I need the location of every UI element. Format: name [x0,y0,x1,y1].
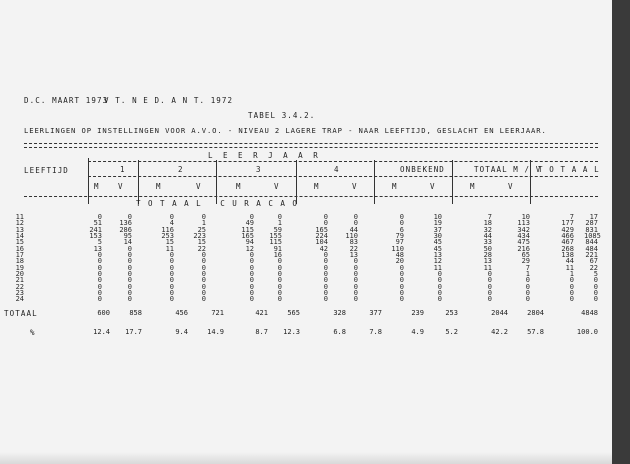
table-cell: 22 [197,244,206,253]
table-cell: 10 [433,213,442,221]
age-cell: 22 [15,282,24,291]
table-cell: 0 [437,295,442,304]
table-cell: 0 [353,295,358,304]
data-column [344,214,358,303]
section-title: T O T A A L C U R A C A O [136,199,299,208]
data-column [88,214,102,303]
table-cell: 0 [249,213,254,221]
table-cell: 0 [437,276,442,285]
table-cell: 286 [119,225,132,234]
table-cell: 25 [197,225,206,234]
separator [530,160,531,196]
table-cell: 0 [399,270,404,279]
table-cell: 484 [585,244,598,253]
table-cell: 0 [399,213,404,221]
percent-label: % [30,328,36,337]
table-cell: 0 [525,282,530,291]
table-cell: 844 [585,238,598,247]
subheader-v: V [274,182,280,191]
total-cell: 721 [211,309,224,317]
table-cell: 67 [589,257,598,266]
table-cell: 79 [395,232,404,241]
table-cell: 1 [569,270,574,279]
group-2: 2 [178,165,184,174]
table-cell: 0 [353,219,358,228]
table-cell: 0 [487,276,492,285]
table-cell: 241 [89,225,102,234]
table-cell: 4 [169,219,174,228]
separator [530,196,531,204]
table-cell: 97 [395,238,404,247]
table-cell: 0 [323,263,328,272]
age-cell: 18 [15,257,24,266]
group-totaal-mv: TOTAAL M / V [474,165,542,174]
table-cell: 11 [165,244,174,253]
subheader-v: V [430,182,436,191]
rule-top [24,143,598,144]
table-cell: 0 [127,276,132,285]
table-cell: 0 [277,263,282,272]
table-cell: 19 [433,219,442,228]
table-cell: 44 [349,225,358,234]
table-cell: 0 [399,219,404,228]
table-cell: 7 [525,263,530,272]
table-cell: 0 [593,282,598,291]
separator [216,160,217,196]
table-cell: 116 [161,225,174,234]
total-cell: 456 [175,309,188,317]
age-cell: 16 [15,244,24,253]
scanner-edge [612,0,630,464]
subheader-v: V [508,182,514,191]
table-cell: 0 [201,282,206,291]
total-cell: 253 [445,309,458,317]
table-cell: 0 [127,295,132,304]
table-cell: 0 [169,263,174,272]
table-cell: 165 [241,232,254,241]
table-cell: 0 [569,289,574,298]
age-cell: 24 [15,295,24,304]
table-cell: 221 [585,251,598,260]
table-cell: 1 [201,219,206,228]
table-cell: 17 [589,213,598,221]
table-cell: 45 [433,244,442,253]
data-column [118,214,132,303]
table-cell: 0 [97,251,102,260]
percent-cell: 100.0 [576,328,598,336]
table-cell: 0 [249,270,254,279]
separator [452,160,453,196]
table-cell: 0 [127,213,132,221]
table-cell: 83 [349,238,358,247]
page-bottom-edge [0,452,612,464]
subheader-v: V [118,182,124,191]
table-cell: 0 [97,213,102,221]
age-cell: 12 [15,219,24,228]
table-cell: 15 [165,238,174,247]
table-cell: 29 [521,257,530,266]
table-cell: 153 [89,232,102,241]
table-cell: 0 [97,263,102,272]
group-1: 1 [120,165,126,174]
table-cell: 0 [353,282,358,291]
table-cell: 0 [323,257,328,266]
table-cell: 0 [201,251,206,260]
table-cell: 0 [487,289,492,298]
age-cell: 13 [15,225,24,234]
total-cell: 377 [369,309,382,317]
table-cell: 0 [249,289,254,298]
table-cell: 1085 [584,232,601,241]
header-date: D.C. MAART 1973 [24,96,109,105]
table-cell: 13 [483,257,492,266]
total-cell: 600 [97,309,110,317]
table-cell: 94 [245,238,254,247]
data-column [428,214,442,303]
age-cell: 15 [15,238,24,247]
table-cell: 0 [525,295,530,304]
table-cell: 110 [345,232,358,241]
percent-cell: 5.2 [445,328,458,336]
rule-leerjaar [88,161,598,162]
header-source: V T. N E D. A N T. 1972 [104,96,234,105]
table-cell: 42 [319,244,328,253]
table-cell: 59 [273,225,282,234]
table-number: TABEL 3.4.2. [248,111,316,120]
table-cell: 0 [201,257,206,266]
data-column [390,214,404,303]
table-cell: 0 [437,282,442,291]
table-cell: 13 [349,251,358,260]
table-cell: 0 [323,276,328,285]
age-cell: 17 [15,251,24,260]
age-cell: 21 [15,276,24,285]
table-cell: 33 [483,238,492,247]
table-cell: 45 [433,238,442,247]
separator [88,158,89,196]
table-cell: 0 [169,257,174,266]
total-cell: 328 [333,309,346,317]
percent-cell: 17.7 [125,328,142,336]
table-cell: 15 [197,238,206,247]
subheader-m: M [470,182,476,191]
table-cell: 37 [433,225,442,234]
table-cell: 177 [561,219,574,228]
table-cell: 30 [433,232,442,241]
percent-cell: 12.3 [283,328,300,336]
table-cell: 0 [323,213,328,221]
table-cell: 12 [245,244,254,253]
group-3: 3 [256,165,262,174]
percent-cell: 14.9 [207,328,224,336]
age-cell: 19 [15,263,24,272]
table-cell: 0 [593,289,598,298]
table-cell: 0 [399,263,404,272]
table-cell: 50 [483,244,492,253]
table-cell: 0 [201,289,206,298]
table-cell: 6 [399,225,404,234]
table-cell: 0 [569,276,574,285]
table-cell: 0 [353,276,358,285]
row-header: LEEFTIJD [24,166,69,175]
table-cell: 115 [269,238,282,247]
percent-cell: 6.8 [333,328,346,336]
table-cell: 0 [277,270,282,279]
table-cell: 434 [517,232,530,241]
age-column [4,214,24,303]
table-cell: 110 [391,244,404,253]
table-cell: 0 [169,276,174,285]
table-cell: 14 [123,238,132,247]
table-cell: 113 [517,219,530,228]
table-cell: 0 [249,276,254,285]
subheader-v: V [196,182,202,191]
table-cell: 0 [353,213,358,221]
table-cell: 0 [323,289,328,298]
table-cell: 11 [483,263,492,272]
table-cell: 0 [169,270,174,279]
table-cell: 115 [241,225,254,234]
subheader-m: M [236,182,242,191]
table-cell: 223 [193,232,206,241]
table-cell: 0 [353,257,358,266]
table-cell: 0 [323,251,328,260]
table-cell: 0 [437,289,442,298]
table-cell: 44 [483,232,492,241]
table-cell: 7 [569,213,574,221]
age-cell: 20 [15,270,24,279]
table-cell: 138 [561,251,574,260]
table-cell: 0 [277,276,282,285]
table-cell: 0 [127,282,132,291]
total-cell: 565 [287,309,300,317]
table-cell: 475 [517,238,530,247]
subheader-m: M [156,182,162,191]
table-cell: 11 [433,263,442,272]
separator [452,196,453,204]
table-cell: 32 [483,225,492,234]
age-cell: 23 [15,289,24,298]
table-cell: 466 [561,232,574,241]
table-cell: 136 [119,219,132,228]
age-cell: 11 [15,213,24,221]
data-column [160,214,174,303]
table-cell: 1 [277,219,282,228]
table-cell: 0 [437,270,442,279]
table-cell: 0 [249,251,254,260]
table-cell: 0 [593,276,598,285]
table-cell: 0 [169,289,174,298]
table-cell: 0 [97,276,102,285]
table-cell: 51 [93,219,102,228]
table-cell: 5 [97,238,102,247]
table-cell: 0 [399,289,404,298]
table-cell: 0 [569,282,574,291]
table-cell: 0 [201,213,206,221]
rule-subheaders [24,196,598,197]
table-cell: 16 [273,251,282,260]
table-cell: 13 [93,244,102,253]
table-cell: 13 [433,251,442,260]
table-cell: 0 [249,295,254,304]
table-cell: 0 [277,289,282,298]
rule-groups [88,176,598,177]
table-cell: 268 [561,244,574,253]
table-cell: 0 [277,295,282,304]
table-cell: 44 [565,257,574,266]
table-cell: 65 [521,251,530,260]
table-cell: 0 [201,276,206,285]
table-cell: 0 [249,282,254,291]
table-cell: 0 [487,295,492,304]
total-cell: 2804 [527,309,544,317]
table-cell: 0 [277,257,282,266]
total-cell: 4848 [581,309,598,317]
table-cell: 0 [127,289,132,298]
table-cell: 0 [127,263,132,272]
percent-cell: 12.4 [93,328,110,336]
subheader-m: M [94,182,100,191]
table-title: LEERLINGEN OP INSTELLINGEN VOOR A.V.O. - NIVEAU 2 LAGERE TRAP - NAAR LEEFTIJD, GESLACHT EN LEERJAAR. [24,126,547,135]
table-cell: 224 [315,232,328,241]
table-cell: 0 [201,270,206,279]
table-cell: 28 [483,251,492,260]
table-cell: 0 [169,282,174,291]
table-cell: 0 [399,276,404,285]
table-cell: 0 [249,257,254,266]
group-totaal: T O T A A L [538,165,600,174]
percent-cell: 8.7 [255,328,268,336]
data-column [478,214,492,303]
table-cell: 0 [249,263,254,272]
table-cell: 5 [593,270,598,279]
separator [138,160,139,196]
group-4: 4 [334,165,340,174]
group-header: L E E R J A A R [208,151,321,160]
percent-cell: 42.2 [491,328,508,336]
percent-cell: 57.8 [527,328,544,336]
table-cell: 12 [433,257,442,266]
separator [296,160,297,196]
data-column [516,214,530,303]
table-cell: 0 [593,295,598,304]
table-cell: 155 [269,232,282,241]
table-cell: 831 [585,225,598,234]
table-cell: 216 [517,244,530,253]
table-cell: 0 [277,282,282,291]
table-cell: 0 [97,295,102,304]
table-cell: 0 [201,295,206,304]
table-cell: 0 [97,270,102,279]
table-cell: 0 [97,282,102,291]
table-cell: 287 [585,219,598,228]
data-column [240,214,254,303]
table-cell: 0 [127,257,132,266]
table-cell: 0 [127,270,132,279]
data-column [314,214,328,303]
table-cell: 0 [487,282,492,291]
table-cell: 0 [525,276,530,285]
table-cell: 7 [487,213,492,221]
table-cell: 0 [353,270,358,279]
table-cell: 467 [561,238,574,247]
table-cell: 48 [395,251,404,260]
data-column [268,214,282,303]
data-column [192,214,206,303]
table-cell: 0 [127,251,132,260]
table-cell: 1 [525,270,530,279]
separator [88,196,89,204]
table-cell: 0 [201,263,206,272]
data-column [584,213,601,304]
table-cell: 0 [169,251,174,260]
table-cell: 10 [521,213,530,221]
table-cell: 0 [525,289,530,298]
table-cell: 0 [323,295,328,304]
table-cell: 104 [315,238,328,247]
table-cell: 342 [517,225,530,234]
table-cell: 0 [353,263,358,272]
table-cell: 20 [395,257,404,266]
table-cell: 0 [277,213,282,221]
table-cell: 165 [315,225,328,234]
table-cell: 0 [127,244,132,253]
table-cell: 49 [245,219,254,228]
separator [374,196,375,204]
total-cell: 858 [129,309,142,317]
total-cell: 421 [255,309,268,317]
table-cell: 22 [349,244,358,253]
table-cell: 0 [97,289,102,298]
table-cell: 0 [323,282,328,291]
table-cell: 0 [97,257,102,266]
table-cell: 95 [123,232,132,241]
table-cell: 0 [487,270,492,279]
table-cell: 11 [565,263,574,272]
percent-cell: 4.9 [411,328,424,336]
table-cell: 253 [161,232,174,241]
group-onbekend: ONBEKEND [400,165,445,174]
table-cell: 0 [169,295,174,304]
subheader-m: M [314,182,320,191]
age-cell: 14 [15,232,24,241]
subheader-m: M [392,182,398,191]
total-cell: 239 [411,309,424,317]
table-cell: 0 [399,282,404,291]
table-cell: 0 [323,270,328,279]
data-column [560,214,574,303]
table-cell: 0 [399,295,404,304]
table-cell: 91 [273,244,282,253]
table-cell: 22 [589,263,598,272]
table-cell: 18 [483,219,492,228]
totals-label: TOTAAL [4,309,38,318]
total-cell: 2044 [491,309,508,317]
table-cell: 0 [353,289,358,298]
table-cell: 0 [569,295,574,304]
table-cell: 429 [561,225,574,234]
subheader-v: V [352,182,358,191]
table-cell: 0 [169,213,174,221]
rule-top-2 [24,147,598,148]
table-cell: 0 [323,219,328,228]
separator [374,160,375,196]
percent-cell: 7.8 [369,328,382,336]
percent-cell: 9.4 [175,328,188,336]
